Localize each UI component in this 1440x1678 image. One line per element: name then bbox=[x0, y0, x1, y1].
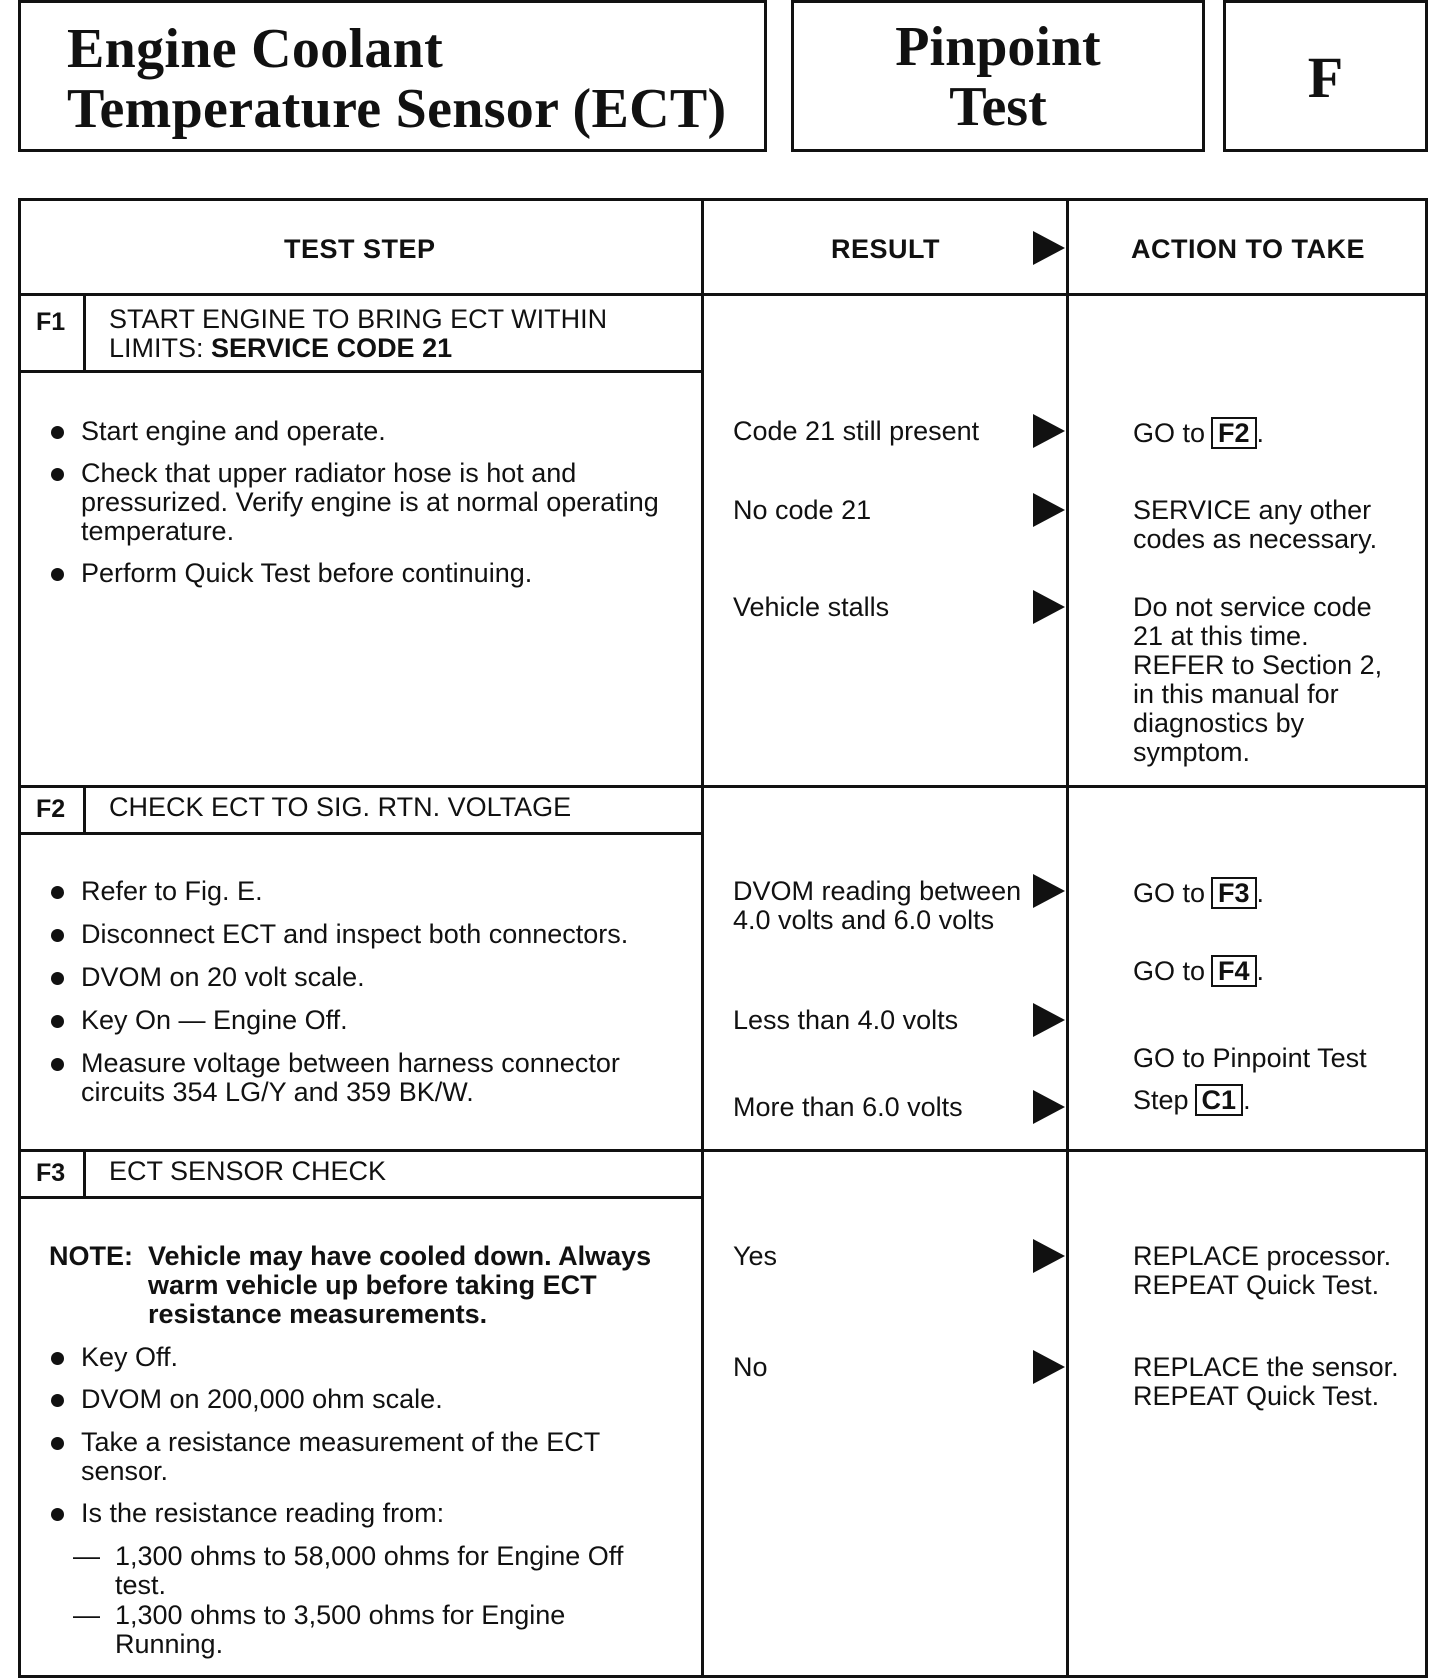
step-f3-title-rule bbox=[21, 1196, 703, 1199]
f2-result: DVOM reading between 4.0 volts and 6.0 volts bbox=[733, 876, 1022, 935]
action-text: GO to bbox=[1133, 956, 1206, 986]
action-text: Step bbox=[1133, 1085, 1189, 1115]
step-f1-end-rule bbox=[21, 785, 1425, 788]
arrow-icon bbox=[1033, 1003, 1065, 1037]
f1-result: No code 21 bbox=[733, 495, 872, 525]
f3-note-label: NOTE: bbox=[49, 1241, 133, 1271]
step-ref-c1[interactable]: C1 bbox=[1195, 1084, 1244, 1116]
step-f2-id: F2 bbox=[36, 795, 66, 823]
arrow-icon bbox=[1033, 231, 1065, 265]
arrow-icon bbox=[1033, 1239, 1065, 1273]
f1-result: Vehicle stalls bbox=[733, 592, 890, 622]
action-text: GO to bbox=[1133, 418, 1206, 448]
pinpoint-line-2: Test bbox=[949, 76, 1047, 138]
column-header-test-step: TEST STEP bbox=[284, 234, 436, 264]
step-f1-title-plain: START ENGINE TO BRING ECT WITHIN LIMITS: bbox=[109, 304, 608, 363]
arrow-icon bbox=[1033, 1090, 1065, 1124]
pinpoint-test-box bbox=[791, 0, 1205, 152]
step-f3-title: ECT SENSOR CHECK bbox=[109, 1156, 387, 1186]
f3-bullet: Take a resistance measurement of the ECT sensor. bbox=[51, 1428, 641, 1486]
f2-bullet: Key On — Engine Off. bbox=[51, 1006, 701, 1035]
f3-bullet: Key Off. bbox=[51, 1343, 701, 1372]
step-id-divider bbox=[83, 296, 86, 370]
f2-bullet: Disconnect ECT and inspect both connectors. bbox=[51, 920, 701, 949]
arrow-icon bbox=[1033, 1350, 1065, 1384]
step-ref-f3[interactable]: F3 bbox=[1211, 877, 1257, 909]
action-suffix: . bbox=[1256, 418, 1265, 448]
step-f3-id: F3 bbox=[36, 1159, 66, 1187]
f2-bullet: Refer to Fig. E. bbox=[51, 877, 701, 906]
arrow-icon bbox=[1033, 493, 1065, 527]
column-divider-2 bbox=[1066, 201, 1069, 1675]
f2-bullet: DVOM on 20 volt scale. bbox=[51, 963, 701, 992]
pinpoint-line-1: Pinpoint bbox=[895, 16, 1101, 78]
f1-result: Code 21 still present bbox=[733, 416, 980, 446]
f1-bullet: Check that upper radiator hose is hot and pressurized. Verify engine is at normal operating temperature. bbox=[51, 459, 701, 546]
column-header-action: ACTION TO TAKE bbox=[1131, 234, 1365, 264]
f3-action: REPLACE processor. REPEAT Quick Test. bbox=[1133, 1241, 1392, 1300]
f2-bullet: Measure voltage between harness connector circuits 354 LG/Y and 359 BK/W. bbox=[51, 1049, 701, 1107]
step-ref-f4[interactable]: F4 bbox=[1211, 955, 1257, 987]
step-f2-end-rule bbox=[21, 1149, 1425, 1152]
action-suffix: . bbox=[1243, 1085, 1251, 1115]
f1-action-go-to bbox=[1133, 417, 1264, 449]
f2-action-go-to-c1 bbox=[1133, 1084, 1251, 1116]
step-id-divider bbox=[83, 1152, 86, 1196]
f3-bullet: Is the resistance reading from: bbox=[51, 1499, 701, 1528]
step-f1-id: F1 bbox=[36, 308, 66, 336]
f3-bullet: DVOM on 200,000 ohm scale. bbox=[51, 1385, 701, 1414]
step-f2-title: CHECK ECT TO SIG. RTN. VOLTAGE bbox=[109, 792, 572, 822]
step-ref-f2[interactable]: F2 bbox=[1211, 417, 1257, 449]
column-header-result: RESULT bbox=[831, 234, 940, 264]
arrow-icon bbox=[1033, 590, 1065, 624]
f2-action-go-to-f4 bbox=[1133, 955, 1264, 987]
title-line-2: Temperature Sensor (ECT) bbox=[67, 78, 727, 140]
f3-action: REPLACE the sensor. REPEAT Quick Test. bbox=[1133, 1352, 1399, 1411]
arrow-icon bbox=[1033, 414, 1065, 448]
header-rule bbox=[21, 293, 1425, 296]
f1-bullet: Start engine and operate. bbox=[51, 417, 701, 446]
action-suffix: . bbox=[1256, 878, 1265, 908]
f3-note-text: Vehicle may have cooled down. Always warm vehicle up before taking ECT resistance measurements. bbox=[148, 1241, 652, 1329]
pinpoint-table bbox=[18, 198, 1428, 1678]
test-letter-box bbox=[1223, 0, 1428, 152]
test-letter: F bbox=[1307, 45, 1344, 110]
step-f1-title bbox=[109, 305, 669, 363]
f2-action-pinpoint-line: GO to Pinpoint Test bbox=[1133, 1043, 1367, 1073]
f2-result: Less than 4.0 volts bbox=[733, 1005, 959, 1035]
step-f1-title-rule bbox=[21, 370, 703, 373]
f3-dash-item: — 1,300 ohms to 58,000 ohms for Engine Off test. bbox=[73, 1542, 675, 1600]
step-f1-title-bold: SERVICE CODE 21 bbox=[211, 333, 453, 363]
title-line-1: Engine Coolant bbox=[67, 18, 444, 80]
step-id-divider bbox=[83, 788, 86, 832]
step-f2-title-rule bbox=[21, 832, 703, 835]
f1-bullet: Perform Quick Test before continuing. bbox=[51, 559, 701, 588]
f3-result: Yes bbox=[733, 1241, 778, 1271]
arrow-icon bbox=[1033, 874, 1065, 908]
f3-result: No bbox=[733, 1352, 768, 1382]
column-divider-1 bbox=[701, 201, 704, 1675]
f2-result: More than 6.0 volts bbox=[733, 1092, 963, 1122]
f1-action: Do not service code 21 at this time. REFER to Section 2, in this manual for diagnostics by symptom. bbox=[1133, 592, 1383, 767]
title-box bbox=[18, 0, 767, 152]
action-text: GO to bbox=[1133, 878, 1206, 908]
f2-action-go-to-f3 bbox=[1133, 877, 1264, 909]
f3-dash-item: — 1,300 ohms to 3,500 ohms for Engine Running. bbox=[73, 1601, 675, 1659]
f1-action: SERVICE any other codes as necessary. bbox=[1133, 495, 1378, 554]
action-suffix: . bbox=[1256, 956, 1265, 986]
